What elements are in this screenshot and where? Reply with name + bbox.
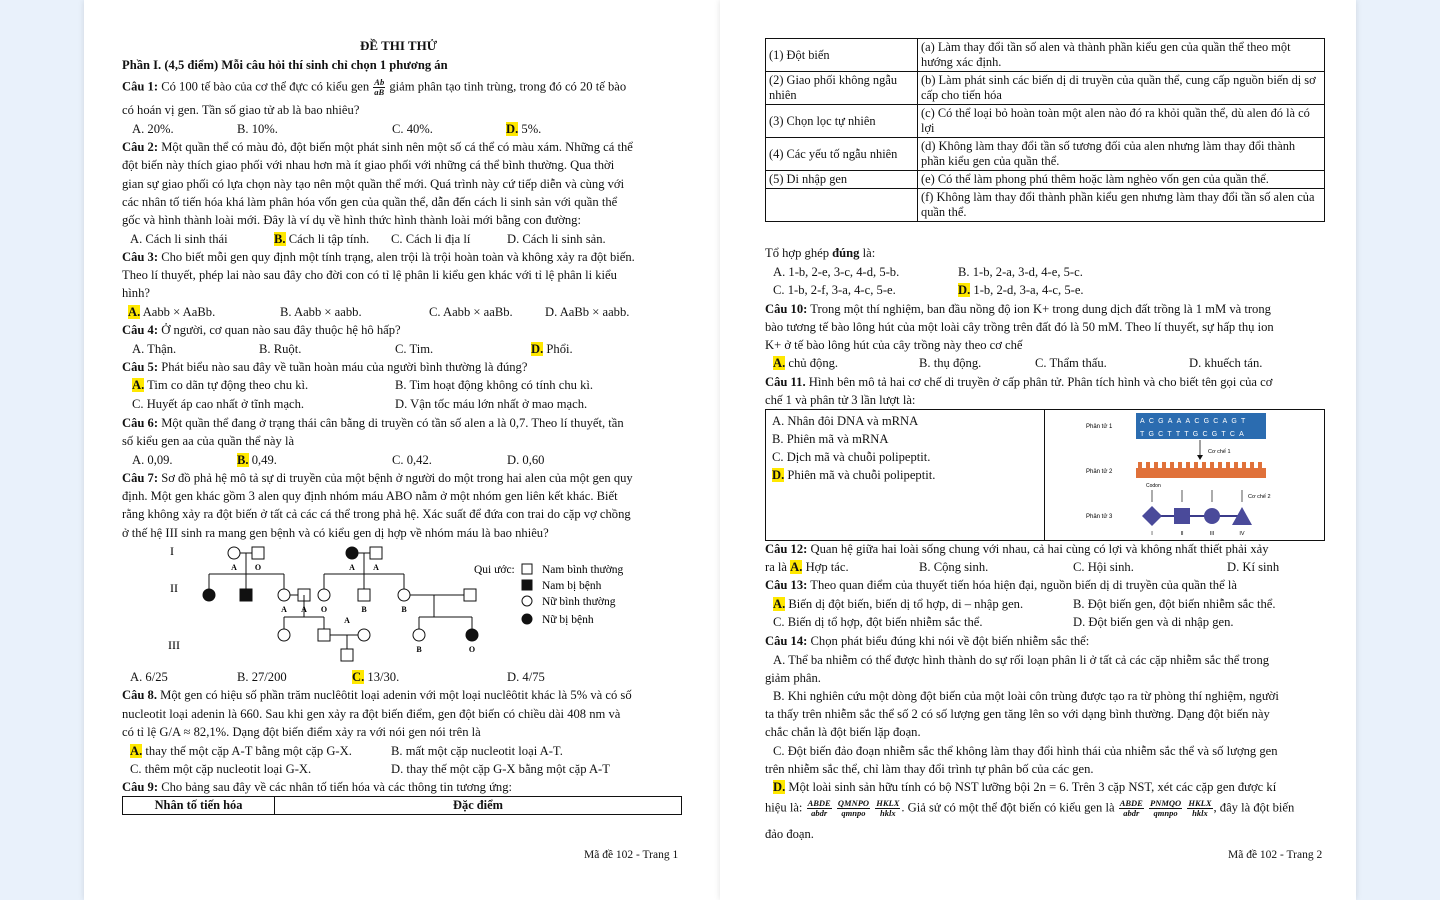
q7-option-c: C. 13/30. <box>352 670 400 684</box>
q14-question: Câu 14: Chọn phát biểu đúng khi nói về đột biến nhiễm sắc thể: <box>765 634 1090 648</box>
svg-text:B: B <box>401 605 407 614</box>
pedigree-female-normal <box>278 629 290 641</box>
q2-line2: đột biến này thích giao phối với nhau hơn mà ít giao phối với những cá thể bình thường. Qua thời <box>122 158 615 172</box>
q8-line2: nucleotit loại adenin là 660. Sau khi gen xảy ra đột biến điểm, gen đột biến có chiều dài 408 nm và <box>122 707 621 721</box>
pedigree-male-normal <box>358 589 370 601</box>
q8-option-d: D. thay thế một cặp G-X bằng một cặp A-T <box>391 762 610 776</box>
q9-combo-prompt: Tổ hợp ghép đúng là: <box>765 246 876 260</box>
table-row: (5) Di nhập gen (e) Có thể làm phong phú thêm hoặc làm nghèo vốn gen của quần thể. <box>766 171 1325 189</box>
svg-text:A: A <box>373 563 379 572</box>
q1-line1: Câu 1: Có 100 tế bào của cơ thể đực có kiểu gen $\frac{Ab}{aB}$ giảm phân tạo tinh trùng, trong đó có 20 tế bào <box>122 77 627 97</box>
q10-option-a: A. chủ động. <box>773 356 839 370</box>
pedigree-female-normal <box>278 589 290 601</box>
exam-page-1 <box>84 0 720 900</box>
q2-line3: gian sự giao phối có lựa chọn này tạo nên một quần thể mới. Quá trình này cứ tiếp diễn và cùng với <box>122 177 625 191</box>
q6-option-d: D. 0,60 <box>507 453 545 467</box>
q8-line3: có tỉ lệ G/A ≈ 82,1%. Dạng đột biến điểm xảy ra với nói gen nói trên là <box>122 725 481 739</box>
fig-mechanism-2-label: Cơ chế 2 <box>1248 494 1271 500</box>
pedigree-male-normal <box>464 589 476 601</box>
q13-option-c: C. Biến dị tổ hợp, đột biến nhiễm sắc thể. <box>773 615 983 629</box>
svg-text:B: B <box>361 605 367 614</box>
q3-option-a: A. Aabb × AaBb. <box>128 305 216 319</box>
q2-line1: Câu 2: Một quần thể có màu đỏ, đột biến một phát sinh nên một số cá thể có màu xám. Những cá thể <box>122 140 633 154</box>
q8-option-a: A. thay thế một cặp A-T bằng một cặp G-X. <box>130 744 352 758</box>
q12-option-b: B. Cộng sinh. <box>919 560 989 574</box>
pedigree-male-sick <box>240 589 252 601</box>
q11-option-d: D. Phiên mã và chuỗi polipeptit. <box>772 468 936 482</box>
svg-text:O: O <box>320 605 328 614</box>
q14-option-b-line3: chắc chắn là đột biến lặp đoạn. <box>765 725 921 739</box>
fig-molecule-3-label: Phân tử 3 <box>1086 514 1113 520</box>
pedigree-female-normal <box>398 589 410 601</box>
table-row: (4) Các yếu tố ngẫu nhiên (d) Không làm thay đổi tần số tương đối của alen nhưng làm thay đổi thành phần kiểu gen của quần thể. <box>766 138 1325 171</box>
q9-question: Câu 9: Cho bảng sau đây về các nhân tố tiến hóa và các thông tin tương ứng: <box>122 780 513 794</box>
svg-text:A: A <box>301 605 307 614</box>
legend-title: Qui ước: <box>474 564 515 576</box>
q1-line2: có hoán vị gen. Tần số giao tử ab là bao nhiêu? <box>122 103 360 117</box>
q10-line1: Câu 10: Trong một thí nghiệm, ban đầu nồng độ ion K+ trong dung dịch đất trồng là 1 mM và trong <box>765 302 1271 316</box>
table-row: (f) Không làm thay đổi thành phần kiểu gen nhưng làm thay đổi tần số alen của quần thể. <box>766 189 1325 222</box>
generation-i-label: I <box>170 544 174 558</box>
table-row: (3) Chọn lọc tự nhiên (c) Có thể loại bỏ hoàn toàn một alen nào đó ra khỏi quần thể, dù alen đó là có lợi <box>766 105 1325 138</box>
q10-option-c: C. Thẩm thấu. <box>1035 356 1107 370</box>
q1-option-b: B. 10%. <box>237 122 278 136</box>
pedigree-female-sick <box>203 589 215 601</box>
q9-option-c: C. 1-b, 2-f, 3-a, 4-c, 5-e. <box>773 283 896 297</box>
q14-option-c-line2: trên nhiễm sắc thể, chỉ làm thay đổi trình tự phân bố của các gen. <box>765 762 1094 776</box>
exam-page-2 <box>720 0 1356 900</box>
q12-option-c: C. Hội sinh. <box>1073 560 1134 574</box>
pedigree-female-sick <box>346 547 358 559</box>
q14-option-d-line2: hiệu là: $\frac{\text{ABDE}}{\text{abdr}}$ $\frac{\text{QMNPO}}{\text{qmnpo}}$ $\frac{\text{HKLX}}{\text{hklx}}$ . Giả sử có một thể đột biến có kiểu gen là $\frac{\text{ABDE}}{\text{abdr}}$ $\frac{\text{PNMQO}}{\text{qmnpo}}$ $\frac{\text{HKLX}}{\text{hklx}}$ , đây là đột biến <box>765 798 1295 818</box>
q12-option-a: ra là A. Hợp tác. <box>765 560 849 574</box>
svg-text:IV: IV <box>1239 531 1245 537</box>
q12-line1: Câu 12: Quan hệ giữa hai loài sống chung với nhau, cả hai cùng có lợi và không nhất thiết phải xảy <box>765 542 1269 556</box>
page-1-footer: Mã đề 102 - Trang 1 <box>584 849 679 861</box>
q9-option-a: A. 1-b, 2-e, 3-c, 4-d, 5-b. <box>773 265 900 279</box>
q7-line1: Câu 7: Sơ đồ phả hệ mô tả sự di truyền của một bệnh ở người do một trong hai alen của một gen quy <box>122 471 633 485</box>
q5-option-c: C. Huyết áp cao nhất ở tĩnh mạch. <box>132 397 305 411</box>
q3-option-d: D. AaBb × aabb. <box>545 305 630 319</box>
svg-text:A: A <box>231 563 237 572</box>
q4-option-b: B. Ruột. <box>259 342 302 356</box>
pedigree-female-normal <box>318 589 330 601</box>
pedigree-female-normal <box>228 547 240 559</box>
generation-iii-label: III <box>168 638 180 652</box>
q14-option-d-line1: D. Một loài sinh sản hữu tính có bộ NST lưỡng bội 2n = 6. Trên 3 cặp NST, xét các cặp gen được kí <box>773 780 1277 794</box>
part1-heading: Phần I. (4,5 điểm) Mỗi câu hỏi thí sinh chỉ chọn 1 phương án <box>122 58 448 72</box>
q8-option-b: B. mất một cặp nucleotit loại A-T. <box>391 744 563 758</box>
mrna-molecule <box>1136 468 1266 478</box>
q10-option-d: D. khuếch tán. <box>1189 356 1263 370</box>
legend-female-normal: Nữ bình thường <box>542 596 616 608</box>
fig-codon-label: Codon <box>1146 483 1161 489</box>
q11-line1: Câu 11. Hình bên mô tả hai cơ chế di truyền ở cấp phân tử. Phân tích hình và cho biết tên gọi của cơ <box>765 375 1273 389</box>
q9-option-d: D. 1-b, 2-d, 3-a, 4-c, 5-e. <box>958 283 1084 297</box>
svg-text:O: O <box>468 645 476 654</box>
q4-question: Câu 4: Ở người, cơ quan nào sau đây thuộc hệ hô hấp? <box>122 323 401 337</box>
q2-option-a: A. Cách li sinh thái <box>130 232 228 246</box>
table-row: (1) Đột biến (a) Làm thay đổi tần số alen và thành phần kiểu gen của quần thể theo một hướng xác định. <box>766 39 1325 72</box>
q7-line3: rằng không xảy ra đột biến ở tất cả các cá thể trong phả hệ. Xác suất để đứa con trai do cặp vợ chồng <box>122 507 631 521</box>
pedigree-child-male <box>341 649 353 661</box>
page-2-footer: Mã đề 102 - Trang 2 <box>1228 849 1323 861</box>
svg-text:III: III <box>1209 531 1215 537</box>
q2-line5: gốc và hình thành loài mới. Đây là ví dụ về hình thức hình thành loài mới bằng con đường: <box>122 213 581 227</box>
q6-option-b: B. 0,49. <box>237 453 277 467</box>
fig-molecule-2-label: Phân tử 2 <box>1086 469 1113 475</box>
q6-line2: số kiểu gen aa của quần thể này là <box>122 434 295 448</box>
legend-female-sick: Nữ bị bệnh <box>542 614 594 626</box>
q9-col-factor: Nhân tố tiến hóa <box>123 797 275 815</box>
pedigree-male-normal <box>252 547 264 559</box>
svg-text:I: I <box>1151 531 1153 537</box>
svg-text:A: A <box>344 616 350 625</box>
q6-option-a: A. 0,09. <box>132 453 173 467</box>
pedigree-male-normal <box>318 629 330 641</box>
q10-line3: K+ ở tế bào lông hút của cây trồng này theo cơ chế <box>765 338 1023 352</box>
table-row: (2) Giao phối không ngẫu nhiên (b) Làm phát sinh các biến dị di truyền của quần thể, cung cấp nguồn biến dị sơ cấp cho tiến hóa <box>766 72 1325 105</box>
fig-mechanism-1-label: Cơ chế 1 <box>1208 449 1231 455</box>
q1-option-a: A. 20%. <box>132 122 174 136</box>
q5-option-d: D. Vận tốc máu lớn nhất ở mao mạch. <box>395 397 588 411</box>
q2-option-c: C. Cách li địa lí <box>391 232 471 246</box>
q5-option-b: B. Tim hoạt động không có tính chu kì. <box>395 378 594 392</box>
q4-option-c: C. Tim. <box>395 342 434 356</box>
q4-option-d: D. Phổi. <box>531 342 573 356</box>
q7-option-a: A. 6/25 <box>130 670 168 684</box>
q7-line2: định. Một gen khác gồm 3 alen quy định nhóm máu ABO nằm ở một nhóm gen liên kết khác. Biết <box>122 489 618 503</box>
dna-bottom-strand: TGCTTTGCGTCA <box>1140 431 1248 438</box>
q2-option-b: B. Cách li tập tính. <box>274 232 370 246</box>
q13-option-d: D. Đột biến gen và di nhập gen. <box>1073 615 1234 629</box>
q14-option-a-line1: A. Thể ba nhiễm có thể được hình thành do sự rối loạn phân li ở tất cả các cặp nhiễm sắc thể trong <box>773 653 1270 667</box>
exam-title: ĐỀ THI THỬ <box>360 38 438 53</box>
q3-line3: hình? <box>122 286 150 300</box>
q2-option-d: D. Cách li sinh sản. <box>507 232 606 246</box>
svg-text:A: A <box>281 605 287 614</box>
svg-text:A: A <box>349 563 355 572</box>
q13-option-b: B. Đột biến gen, đột biến nhiễm sắc thể. <box>1073 597 1276 611</box>
q6-option-c: C. 0,42. <box>392 453 432 467</box>
amino-acid-circle <box>1204 508 1220 524</box>
q9-table <box>765 38 1325 222</box>
q14-option-a-line2: giảm phân. <box>765 671 821 685</box>
pedigree-chart <box>164 541 634 667</box>
pedigree-female-normal <box>358 629 370 641</box>
q14-option-d-line3: đảo đoạn. <box>765 827 814 841</box>
q1-option-d: D. 5%. <box>506 122 542 136</box>
q1-option-c: C. 40%. <box>392 122 433 136</box>
q13-option-a: A. Biến dị đột biến, biến dị tổ hợp, di – nhập gen. <box>773 597 1024 611</box>
fig-molecule-1-label: Phân tử 1 <box>1086 424 1113 430</box>
q3-line2: Theo lí thuyết, phép lai nào sau đây cho đời con có tỉ lệ phân li kiểu gen khác với tỉ lệ phân li kiểu <box>122 268 617 282</box>
q11-option-b: B. Phiên mã và mRNA <box>772 432 889 446</box>
legend-male-sick: Nam bị bệnh <box>542 580 602 592</box>
q12-option-d: D. Kí sinh <box>1227 560 1280 574</box>
q11-option-c: C. Dịch mã và chuỗi polipeptit. <box>772 450 931 464</box>
q10-line2: bào tương tế bào lông hút của một loài cây trồng trên đất đó là 50 mM. Theo lí thuyết, sự hấp thụ ion <box>765 320 1274 334</box>
q11-box <box>765 409 1325 541</box>
q8-line1: Câu 8. Một gen có hiệu số phần trăm nuclêôtit loại adenin với một loại nuclêôtit khác là 5% và có số <box>122 688 632 702</box>
molecular-mechanism-figure <box>1048 410 1322 540</box>
q11-line2: chế 1 và phân tử 3 lần lượt là: <box>765 393 916 407</box>
q10-option-b: B. thụ động. <box>919 356 982 370</box>
pedigree-male-normal <box>370 547 382 559</box>
q6-line1: Câu 6: Một quần thể đang ở trạng thái cân bằng di truyền có tần số alen a là 0,7. Theo lí thuyết, tần <box>122 416 624 430</box>
dna-top-strand: ACGAAACGCAGT <box>1140 418 1250 425</box>
q7-line4: ở thế hệ III sinh ra mang gen bệnh và có kiểu gen dị hợp về nhóm máu là bao nhiêu? <box>122 526 549 540</box>
q14-option-b-line1: B. Khi nghiên cứu một dòng đột biến của một loài côn trùng được tạo ra từ phòng thí nghiệm, người <box>773 689 1279 703</box>
q5-question: Câu 5: Phát biểu nào sau đây về tuần hoàn máu của người bình thường là đúng? <box>122 360 528 374</box>
svg-text:O: O <box>254 563 262 572</box>
q14-option-b-line2: ta thấy trên nhiễm sắc thể số 2 có số lượng gen tăng lên so với dạng bình thường. Dạng đột biến này <box>765 707 1270 721</box>
pedigree-female-normal <box>413 629 425 641</box>
q3-option-b: B. Aabb × aabb. <box>280 305 362 319</box>
legend-male-normal: Nam bình thường <box>542 564 624 576</box>
svg-text:B: B <box>416 645 422 654</box>
amino-acid-diamond <box>1142 506 1162 526</box>
q8-option-c: C. thêm một cặp nucleotit loại G-X. <box>130 762 312 776</box>
q11-option-a: A. Nhân đôi DNA và mRNA <box>772 414 919 428</box>
q3-option-c: C. Aabb × aaBb. <box>429 305 513 319</box>
q7-option-b: B. 27/200 <box>237 670 287 684</box>
q14-option-c-line1: C. Đột biến đảo đoạn nhiễm sắc thể không làm thay đổi hình thái của nhiễm sắc thể và số lượng gen <box>773 744 1278 758</box>
q1-genotype-fraction: $\frac{Ab}{aB}$ <box>374 77 385 97</box>
q9-table-header <box>122 796 682 815</box>
pedigree-female-sick <box>466 629 478 641</box>
q5-option-a: A. Tim co dãn tự động theo chu kì. <box>132 378 309 392</box>
q2-line4: các nhân tố tiến hóa khá làm phân hóa vốn gen của quần thể, dẫn đến cách li sinh sản với quần thể <box>122 195 618 209</box>
q13-question: Câu 13: Theo quan điểm của thuyết tiến hóa hiện đại, nguồn biến dị di truyền của quần thể là <box>765 578 1237 592</box>
q4-option-a: A. Thận. <box>132 342 177 356</box>
generation-ii-label: II <box>170 581 178 595</box>
svg-text:II: II <box>1180 531 1184 537</box>
amino-acid-square <box>1174 508 1190 524</box>
q7-option-d: D. 4/75 <box>507 670 545 684</box>
q9-option-b: B. 1-b, 2-a, 3-d, 4-e, 5-c. <box>958 265 1083 279</box>
q3-line1: Câu 3: Cho biết mỗi gen quy định một tính trạng, alen trội là trội hoàn toàn và không xảy ra đột biến. <box>122 250 635 264</box>
q9-col-trait: Đặc điểm <box>275 797 682 815</box>
